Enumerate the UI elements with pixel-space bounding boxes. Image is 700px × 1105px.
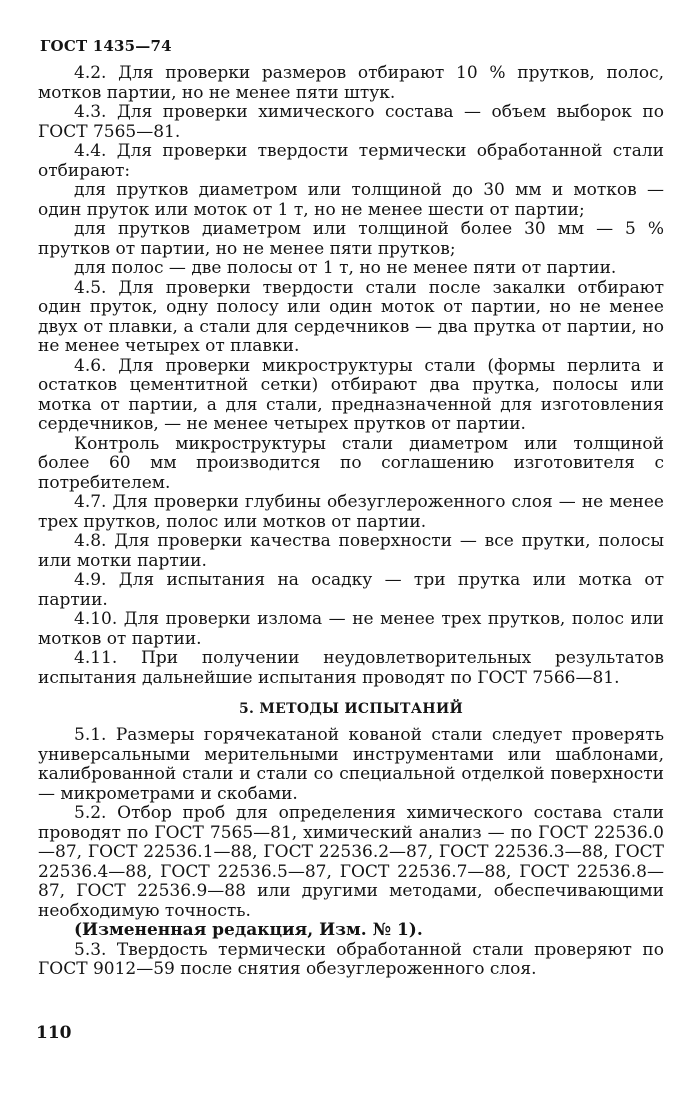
standard-header: ГОСТ 1435—74	[40, 37, 172, 55]
paragraph-4-2: 4.2. Для проверки размеров отбирают 10 % прутков, полос, мотков партии, но не менее пяти штук.	[38, 63, 664, 103]
paragraph-4-5: 4.5. Для проверки твердости стали после закалки отбирают один пруток, одну полосу или один моток от партии, но не менее двух от плавки, а стали для сердечников — два прутка от партии, но не менее четырех от плавки.	[38, 277, 664, 356]
paragraph-4-10: 4.10. Для проверки излома — не менее трех прутков, полос или мотков от партии.	[38, 609, 664, 649]
section-title-methods: 5. МЕТОДЫ ИСПЫТАНИЙ	[238, 701, 464, 717]
paragraph-5-1: 5.1. Размеры горячекатаной кованой стали следует проверять универсальными мерительными инструментами или шаблонами, калиброванной стали и стали со специальной отделкой поверхности — микрометрами и скобами.	[38, 725, 664, 804]
paragraph-4-6-note: Контроль микроструктуры стали диаметром или толщиной более 60 мм производится по соглашению изготовителя с потребителем.	[38, 433, 664, 493]
paragraph-4-4-item-2: для прутков диаметром или толщиной более 30 мм — 5 % прутков от партии, но не менее пяти прутков;	[38, 219, 664, 259]
paragraph-5-2: 5.2. Отбор проб для определения химического состава стали проводят по ГОСТ 7565—81, химический анализ — по ГОСТ 22536.0—87, ГОСТ 22536.1—88, ГОСТ 22536.2—87, ГОСТ 22536.3—88, ГОСТ 22536.4—88, ГОСТ 22536.5—87, ГОСТ 22536.7—88, ГОСТ 22536.8—87, ГОСТ 22536.9—88 или другими методами, обеспечивающими необходимую точность.	[38, 803, 664, 921]
paragraph-4-3: 4.3. Для проверки химического состава — объем выборок по ГОСТ 7565—81.	[38, 102, 664, 142]
paragraph-4-8: 4.8. Для проверки качества поверхности — все прутки, полосы или мотки партии.	[38, 531, 664, 571]
paragraph-4-6: 4.6. Для проверки микроструктуры стали (формы перлита и остатков цементитной сетки) отбирают два прутка, полосы или мотка от партии, а для стали, предназначенной для изготовления сердечников, — не менее четырех прутков от партии.	[38, 355, 664, 434]
paragraph-5-3: 5.3. Твердость термически обработанной стали проверяют по ГОСТ 9012—59 после снятия обезуглероженного слоя.	[38, 939, 664, 979]
paragraph-4-9: 4.9. Для испытания на осадку — три прутка или мотка от партии.	[38, 570, 664, 610]
paragraph-4-7: 4.7. Для проверки глубины обезуглероженного слоя — не менее трех прутков, полос или мотков от партии.	[38, 492, 664, 532]
paragraph-4-4: 4.4. Для проверки твердости термически обработанной стали отбирают:	[38, 141, 664, 181]
paragraph-4-4-item-1: для прутков диаметром или толщиной до 30 мм и мотков — один пруток или моток от 1 т, но не менее шести от партии;	[38, 180, 664, 220]
paragraph-4-4-item-3: для полос — две полосы от 1 т, но не менее пяти от партии.	[74, 258, 617, 278]
document-body	[38, 64, 664, 980]
revision-note: (Измененная редакция, Изм. № 1).	[74, 920, 423, 940]
paragraph-4-11: 4.11. При получении неудовлетворительных результатов испытания дальнейшие испытания проводят по ГОСТ 7566—81.	[38, 648, 664, 688]
page-number: 110	[36, 1023, 72, 1043]
